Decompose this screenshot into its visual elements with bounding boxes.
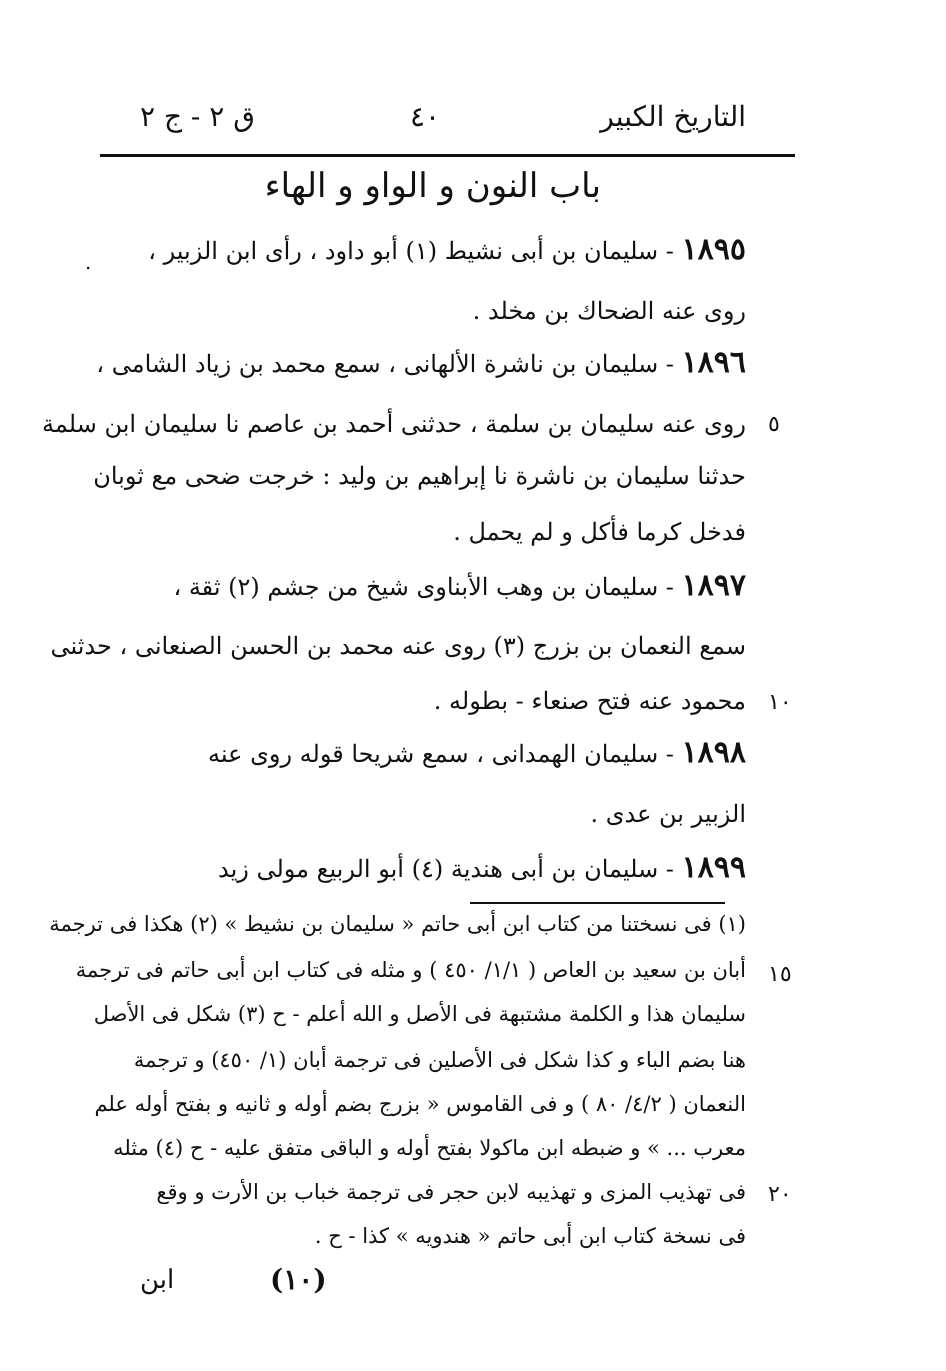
footnote-rule bbox=[470, 902, 725, 904]
entry-number: ١٨٩٧ bbox=[681, 568, 746, 603]
footnote-line: النعمان ( ٤/٢/ ٨٠ ) و فى القاموس « بزرج بضم أوله و ثانيه و بفتح أوله علم bbox=[94, 1092, 746, 1116]
entry-text: - سليمان بن ناشرة الألهانى ، سمع محمد بن زياد الشامى ، bbox=[96, 350, 682, 378]
entry-text: - سليمان الهمدانى ، سمع شريحا قوله روى عنه bbox=[208, 740, 682, 768]
footnote-line: معرب ... » و ضبطه ابن ماكولا بفتح أوله و الباقى متفق عليه - ح (٤) مثله bbox=[113, 1136, 746, 1160]
entry-text: محمود عنه فتح صنعاء - بطوله . bbox=[433, 687, 746, 715]
entry-line bbox=[473, 297, 746, 325]
entry-text: حدثنا سليمان بن ناشرة نا إبراهيم بن وليد : خرجت ضحى مع ثوبان bbox=[93, 462, 746, 490]
entry-text: روى عنه الضحاك بن مخلد . bbox=[472, 297, 746, 325]
entry-text: الزبير بن عدى . bbox=[590, 800, 746, 828]
margin-line-number: ١٠ bbox=[768, 690, 792, 715]
entry-text: - سليمان بن أبى هندية (٤) أبو الربيع مولى زيد bbox=[217, 855, 682, 883]
footnote-line: أبان بن سعيد بن العاص ( ١/١/ ٤٥٠ ) و مثله فى كتاب ابن أبى حاتم فى ترجمة bbox=[75, 958, 746, 982]
margin-mark: . bbox=[85, 250, 92, 274]
entry-number: ١٨٩٨ bbox=[681, 735, 746, 770]
header-rule bbox=[100, 154, 795, 157]
entry-number: ١٨٩٥ bbox=[681, 232, 746, 267]
footnote-line: فى نسخة كتاب ابن أبى حاتم « هندويه » كذا - ح . bbox=[314, 1224, 746, 1248]
catchword: ابن bbox=[140, 1265, 175, 1295]
entry-text: سمع النعمان بن بزرج (٣) روى عنه محمد بن الحسن الصنعانى ، حدثنى bbox=[50, 632, 746, 660]
entry-number: ١٨٩٩ bbox=[681, 850, 746, 885]
entry-text: - سليمان بن وهب الأبناوى شيخ من جشم (٢) ثقة ، bbox=[173, 573, 682, 601]
footnote-line: هنا بضم الباء و كذا شكل فى الأصلين فى ترجمة أبان (١/ ٤٥٠) و ترجمة bbox=[133, 1048, 746, 1072]
entry-line bbox=[434, 687, 746, 715]
entry-line bbox=[148, 232, 746, 267]
margin-line-number: ٢٠ bbox=[768, 1182, 792, 1207]
footnote-line: سليمان هذا و الكلمة مشتبهة فى الأصل و الله أعلم - ح (٣) شكل فى الأصل bbox=[93, 1002, 746, 1026]
entry-line bbox=[173, 568, 746, 603]
margin-line-number: ٥ bbox=[768, 412, 780, 437]
entry-line bbox=[208, 735, 746, 770]
book-title: التاريخ الكبير bbox=[600, 100, 746, 133]
entry-line bbox=[42, 410, 746, 438]
entry-line bbox=[590, 800, 746, 828]
signature-mark: (١٠) bbox=[270, 1263, 327, 1296]
entry-number: ١٨٩٦ bbox=[681, 345, 746, 380]
entry-line bbox=[218, 850, 746, 885]
footnote-line: فى تهذيب المزى و تهذيبه لابن حجر فى ترجمة خباب بن الأرت و وقع bbox=[156, 1180, 746, 1204]
entry-line bbox=[93, 462, 746, 490]
entry-text: فدخل كرما فأكل و لم يحمل . bbox=[453, 518, 746, 546]
entry-line bbox=[96, 345, 746, 380]
entry-line bbox=[50, 632, 746, 660]
entry-text: روى عنه سليمان بن سلمة ، حدثنى أحمد بن عاصم نا سليمان ابن سلمة bbox=[42, 410, 746, 438]
margin-line-number: ١٥ bbox=[768, 962, 792, 987]
volume-label: ق ٢ - ج ٢ bbox=[140, 100, 255, 133]
chapter-title: باب النون و الواو و الهاء bbox=[264, 166, 601, 206]
entry-text: - سليمان بن أبى نشيط (١) أبو داود ، رأى ابن الزبير ، bbox=[148, 237, 682, 265]
footnote-line: (١) فى نسختنا من كتاب ابن أبى حاتم « سليمان بن نشيط » (٢) هكذا فى ترجمة bbox=[49, 912, 746, 936]
entry-line bbox=[453, 518, 746, 546]
page-number: ٤٠ bbox=[410, 100, 441, 133]
